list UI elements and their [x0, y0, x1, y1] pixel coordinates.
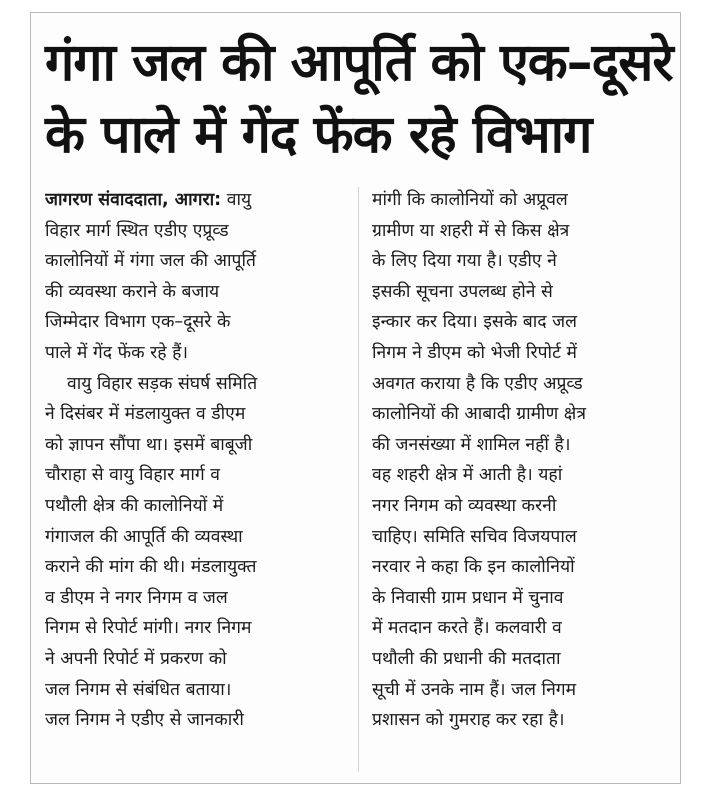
headline-line-1: गंगा जल की आपूर्ति को एक–दूसरे: [45, 33, 673, 93]
article-line: नगर निगम को व्यवस्था करनी: [372, 495, 557, 516]
article-line: को ज्ञापन सौंपा था। इसमें बाबूजी: [45, 434, 253, 455]
dateline: जागरण संवाददाता, आगरा:: [45, 190, 222, 210]
article-line: की व्यवस्था कराने के बजाय: [45, 281, 220, 302]
article-line: वह शहरी क्षेत्र में आती है। यहां: [372, 465, 563, 486]
headline-line-2: के पाले में गेंद फेंक रहे विभाग: [45, 105, 592, 165]
article-line: पाले में गेंद फेंक रहे हैं।: [45, 342, 189, 363]
article-line: सूची में उनके नाम हैं। जल निगम: [372, 679, 577, 700]
article-line: के निवासी ग्राम प्रधान में चुनाव: [372, 587, 564, 608]
article-line: व डीएम ने नगर निगम व जल: [45, 587, 228, 608]
article-line: कराने की मांग की थी। मंडलायुक्त: [45, 557, 257, 578]
article-line: जल निगम से संबंधित बताया।: [45, 679, 232, 700]
column-divider: [358, 187, 359, 772]
article-line: में मतदान करते हैं। कलवारी व: [372, 618, 562, 639]
article-line: कालोनियों की आबादी ग्रामीण क्षेत्र: [372, 404, 587, 425]
headline: [45, 27, 673, 177]
article-line: के लिए दिया गया है। एडीए ने: [372, 251, 557, 272]
article-line: [45, 185, 345, 216]
article-line: अवगत कराया है कि एडीए अप्रूव्ड: [372, 373, 583, 394]
article-line: इसकी सूचना उपलब्ध होने से: [372, 281, 553, 302]
article-line: मांगी कि कालोनियों को अप्रूवल: [372, 190, 568, 210]
article-line: जिम्मेदार विभाग एक–दूसरे के: [45, 312, 231, 333]
article-line: चौराहा से वायु विहार मार्ग व: [45, 465, 221, 486]
article-line: नरवार ने कहा कि इन कालोनियों: [372, 557, 575, 578]
article-line: इन्कार कर दिया। इसके बाद जल: [372, 312, 577, 333]
article-line: जल निगम ने एडीए से जानकारी: [45, 710, 244, 731]
newspaper-clipping: [30, 12, 681, 784]
article-line: प्रशासन को गुमराह कर रहा है।: [372, 710, 565, 731]
article-line: पथौली की प्रधानी की मतदाता: [372, 648, 561, 669]
article-line: ग्रामीण या शहरी में से किस क्षेत्र: [372, 220, 570, 241]
article-line: ने दिसंबर में मंडलायुक्त व डीएम: [45, 404, 246, 425]
article-column-right: [372, 185, 672, 736]
article-line: निगम से रिपोर्ट मांगी। नगर निगम: [45, 618, 252, 639]
article-line: गंगाजल की आपूर्ति की व्यवस्था: [45, 526, 243, 547]
article-line: कालोनियों में गंगा जल की आपूर्ति: [45, 251, 256, 272]
article-line: की जनसंख्या में शामिल नहीं है।: [372, 434, 571, 455]
article-line: निगम ने डीएम को भेजी रिपोर्ट में: [372, 342, 577, 363]
article-column-left: [45, 185, 345, 736]
article-line: वायु विहार सड़क संघर्ष समिति: [67, 373, 258, 394]
article-line: ने अपनी रिपोर्ट में प्रकरण को: [45, 648, 227, 669]
article-line: पथौली क्षेत्र की कालोनियों में: [45, 495, 224, 516]
article-line: चाहिए। समिति सचिव विजयपाल: [372, 526, 577, 547]
article-text: वायु: [226, 190, 252, 210]
article-line: विहार मार्ग स्थित एडीए एप्रूव्ड: [45, 220, 229, 241]
